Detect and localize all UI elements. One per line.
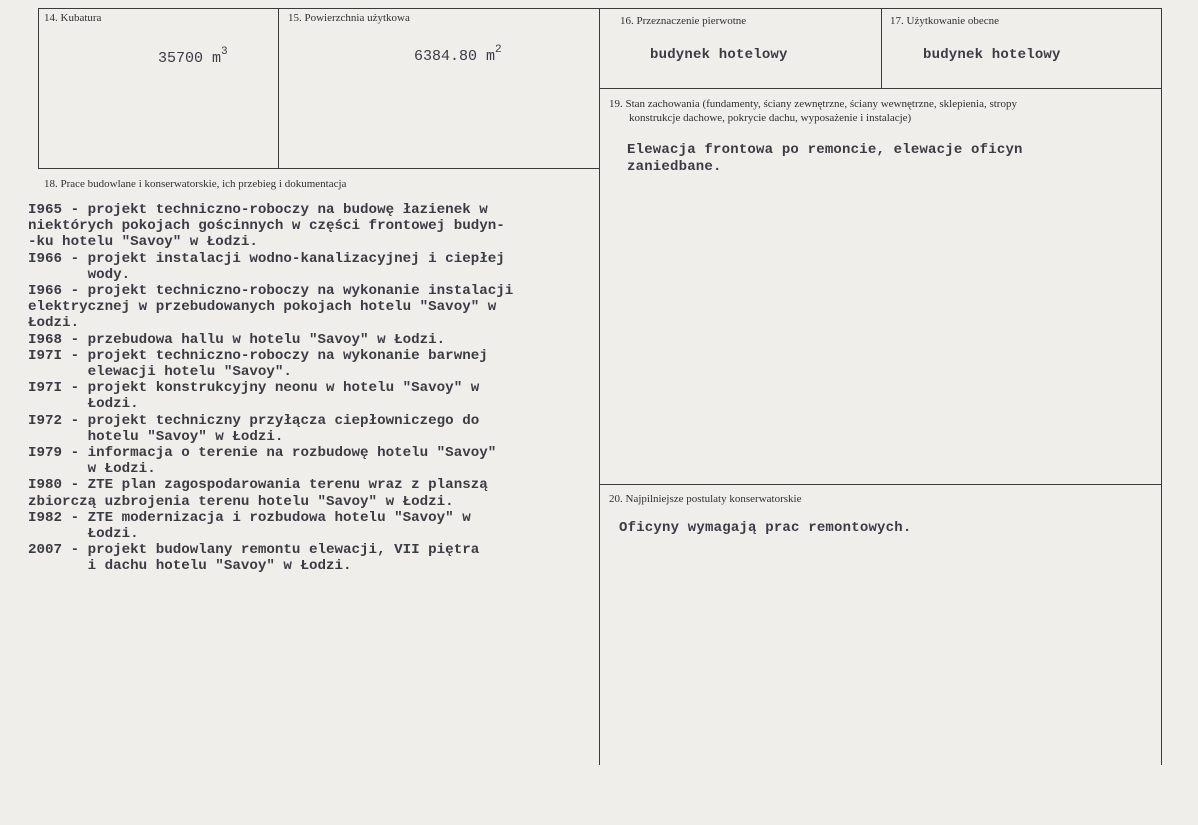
divider-14-15: [278, 8, 279, 168]
prace-line: niektórych pokojach gościnnych w części frontowej budyn-: [28, 218, 505, 235]
prace-line: 2007 - projekt budowlany remontu elewacji, VII piętra: [28, 542, 480, 559]
przeznaczenie-label: 16. Przeznaczenie pierwotne: [620, 15, 747, 27]
powierzchnia-number: 6384.80: [414, 48, 478, 65]
prace-line: elewacji hotelu "Savoy".: [28, 364, 292, 381]
kubatura-label: 14. Kubatura: [44, 12, 102, 24]
rule-above-20: [599, 484, 1162, 485]
prace-line: -ku hotelu "Savoy" w Łodzi.: [28, 234, 258, 251]
left-border-upper: [38, 8, 39, 168]
powierzchnia-label: 15. Powierzchnia użytkowa: [288, 12, 410, 24]
uzytkowanie-value: budynek hotelowy: [923, 47, 1061, 63]
prace-line: Łodzi.: [28, 526, 139, 543]
prace-line: i dachu hotelu "Savoy" w Łodzi.: [28, 558, 352, 575]
divider-16-17: [881, 8, 882, 88]
prace-line: I982 - ZTE modernizacja i rozbudowa hotelu "Savoy" w: [28, 509, 471, 526]
prace-line: elektrycznej w przebudowanych pokojach hotelu "Savoy" w: [28, 299, 497, 316]
rule-under-16-17: [599, 88, 1162, 89]
prace-line: w Łodzi.: [28, 461, 156, 478]
right-border: [1161, 8, 1162, 765]
powierzchnia-unit-exponent: 2: [495, 44, 502, 56]
prace-label: 18. Prace budowlane i konserwatorskie, ich przebieg i dokumentacja: [44, 178, 347, 190]
prace-line: I97I - projekt konstrukcyjny neonu w hotelu "Savoy" w: [28, 380, 480, 397]
prace-line: hotelu "Savoy" w Łodzi.: [28, 428, 284, 445]
kubatura-unit: m: [212, 50, 222, 67]
stan-label-line-2: konstrukcje dachowe, pokrycie dachu, wyposażenie i instalacje): [629, 112, 912, 124]
prace-line: I966 - projekt instalacji wodno-kanalizacyjnej i ciepłej: [28, 250, 505, 267]
przeznaczenie-value: budynek hotelowy: [650, 47, 788, 63]
prace-line: I97I - projekt techniczno-roboczy na wykonanie barwnej: [28, 347, 488, 364]
prace-line: I965 - projekt techniczno-roboczy na budowę łazienek w: [28, 202, 488, 218]
postulaty-label: 20. Najpilniejsze postulaty konserwatorskie: [609, 493, 802, 505]
prace-list: [28, 202, 628, 575]
top-border: [38, 8, 1162, 9]
prace-line: zbiorczą uzbrojenia terenu hotelu "Savoy" w Łodzi.: [28, 493, 454, 510]
prace-line: I979 - informacja o terenie na rozbudowę hotelu "Savoy": [28, 445, 497, 462]
rule-under-14-15: [38, 168, 600, 169]
prace-line: I972 - projekt techniczny przyłącza ciepłowniczego do: [28, 412, 480, 429]
prace-line: I968 - przebudowa hallu w hotelu "Savoy" w Łodzi.: [28, 331, 446, 348]
stan-value-line-2: zaniedbane.: [627, 159, 722, 175]
kubatura-unit-exponent: 3: [221, 46, 228, 58]
powierzchnia-value: [414, 44, 502, 65]
prace-line: wody.: [28, 266, 131, 283]
kubatura-number: 35700: [158, 50, 204, 67]
powierzchnia-unit: m: [486, 48, 496, 65]
prace-line: I980 - ZTE plan zagospodarowania terenu wraz z planszą: [28, 477, 488, 494]
stan-label-line-1: 19. Stan zachowania (fundamenty, ściany zewnętrzne, ściany wewnętrzne, sklepienia, stropy: [609, 98, 1017, 110]
prace-line: Łodzi.: [28, 315, 80, 332]
kubatura-value: [158, 46, 228, 67]
stan-value-line-1: Elewacja frontowa po remoncie, elewacje oficyn: [627, 142, 1023, 158]
postulaty-value: Oficyny wymagają prac remontowych.: [619, 520, 912, 536]
uzytkowanie-label: 17. Użytkowanie obecne: [890, 15, 1000, 27]
prace-line: Łodzi.: [28, 396, 139, 413]
prace-line: I966 - projekt techniczno-roboczy na wykonanie instalacji: [28, 283, 514, 300]
